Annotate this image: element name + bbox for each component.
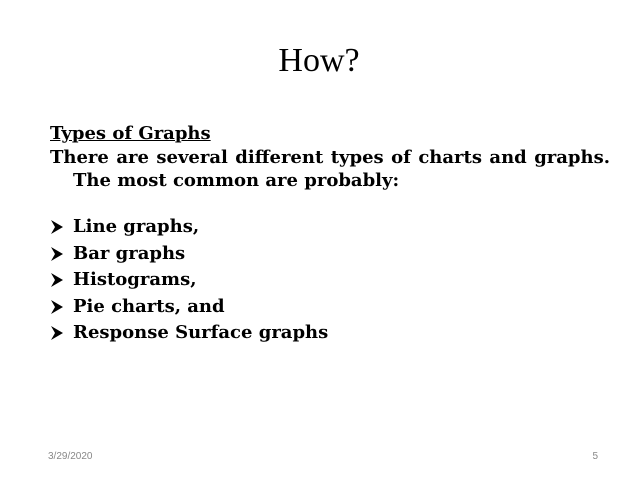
page-number: 5	[592, 451, 598, 462]
slide-content	[50, 122, 610, 347]
list-item	[50, 294, 610, 321]
bullet-list	[50, 214, 610, 347]
bullet-label: Bar graphs	[73, 242, 186, 264]
section-heading: Types of Graphs	[50, 123, 211, 144]
list-item	[50, 241, 610, 268]
list-item	[50, 267, 610, 294]
bullet-label: Histograms,	[73, 269, 197, 291]
slide-title: How?	[278, 42, 360, 79]
list-item	[50, 214, 610, 241]
bullet-label: Line graphs,	[73, 216, 200, 238]
arrow-bullet-icon	[50, 246, 64, 262]
arrow-bullet-icon	[50, 325, 64, 341]
bullet-label: Response Surface graphs	[73, 322, 329, 344]
list-item	[50, 320, 610, 347]
intro-paragraph: There are several different types of charts and graphs. The most common are probably:	[50, 147, 610, 191]
arrow-bullet-icon	[50, 299, 64, 315]
footer-date: 3/29/2020	[48, 451, 93, 462]
bullet-label: Pie charts, and	[73, 295, 225, 317]
arrow-bullet-icon	[50, 272, 64, 288]
arrow-bullet-icon	[50, 219, 64, 235]
